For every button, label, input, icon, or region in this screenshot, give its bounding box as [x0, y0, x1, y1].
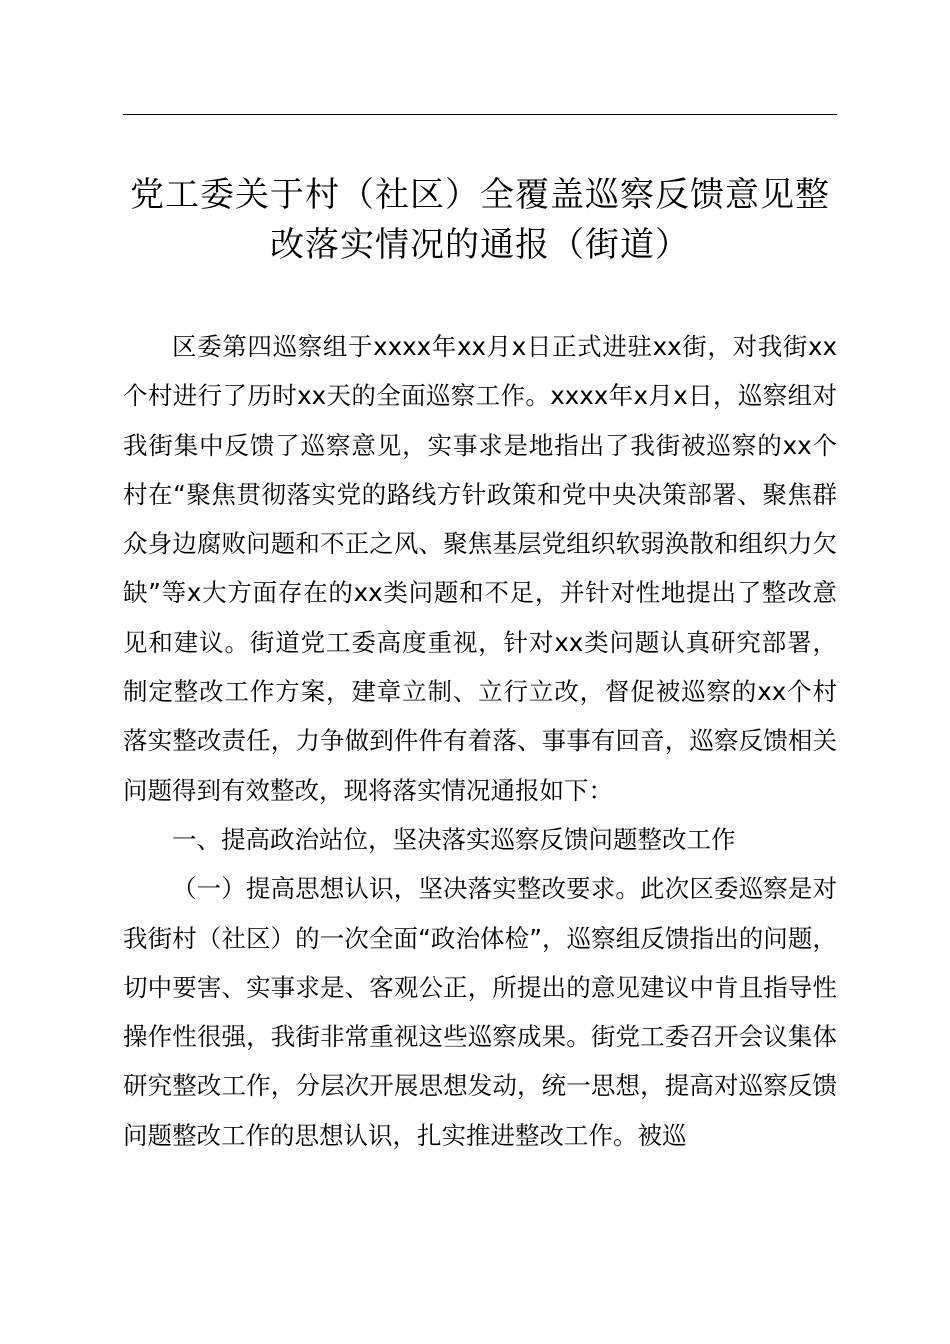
document-title: 党工委关于村（社区）全覆盖巡察反馈意见整改落实情况的通报（街道）: [130, 175, 830, 265]
section-heading-1: 一、提高政治站位，坚决落实巡察反馈问题整改工作: [172, 824, 736, 854]
paragraph-intro: 区委第四巡察组于xxxx年xx月x日正式进驻xx街，对我街xx个村进行了历时xx天的全面巡察工作。xxxx年x月x日，巡察组对我街集中反馈了巡察意见，实事求是地指出了我街被巡察的xx个村在“聚焦贯彻落实党的路线方针政策和党中央决策部署、聚焦群众身边腐败问题和不正之风、聚焦基层党组织软弱涣散和组织力欠缺”等x大方面存在的xx类问题和不足，并针对性地提出了整改意见和建议。街道党工委高度重视，针对xx类问题认真研究部署，制定整改工作方案，建章立制、立行立改，督促被巡察的xx个村落实整改责任，力争做到件件有着落、事事有回音，巡察反馈相关问题得到有效整改，现将落实情况通报如下：: [123, 332, 837, 805]
paragraph-subsection-1: （一）提高思想认识，坚决落实整改要求。此次区委巡察是对我街村（社区）的一次全面“政治体检”，巡察组反馈指出的问题，切中要害、实事求是、客观公正，所提出的意见建议中肯且指导性操作性很强，我街非常重视这些巡察成果。街党工委召开会议集体研究整改工作，分层次开展思想发动，统一思想，提高对巡察反馈问题整改工作的思想认识，扎实推进整改工作。被巡: [123, 874, 837, 1150]
top-rule: [123, 114, 837, 115]
document-body: [123, 322, 837, 1160]
